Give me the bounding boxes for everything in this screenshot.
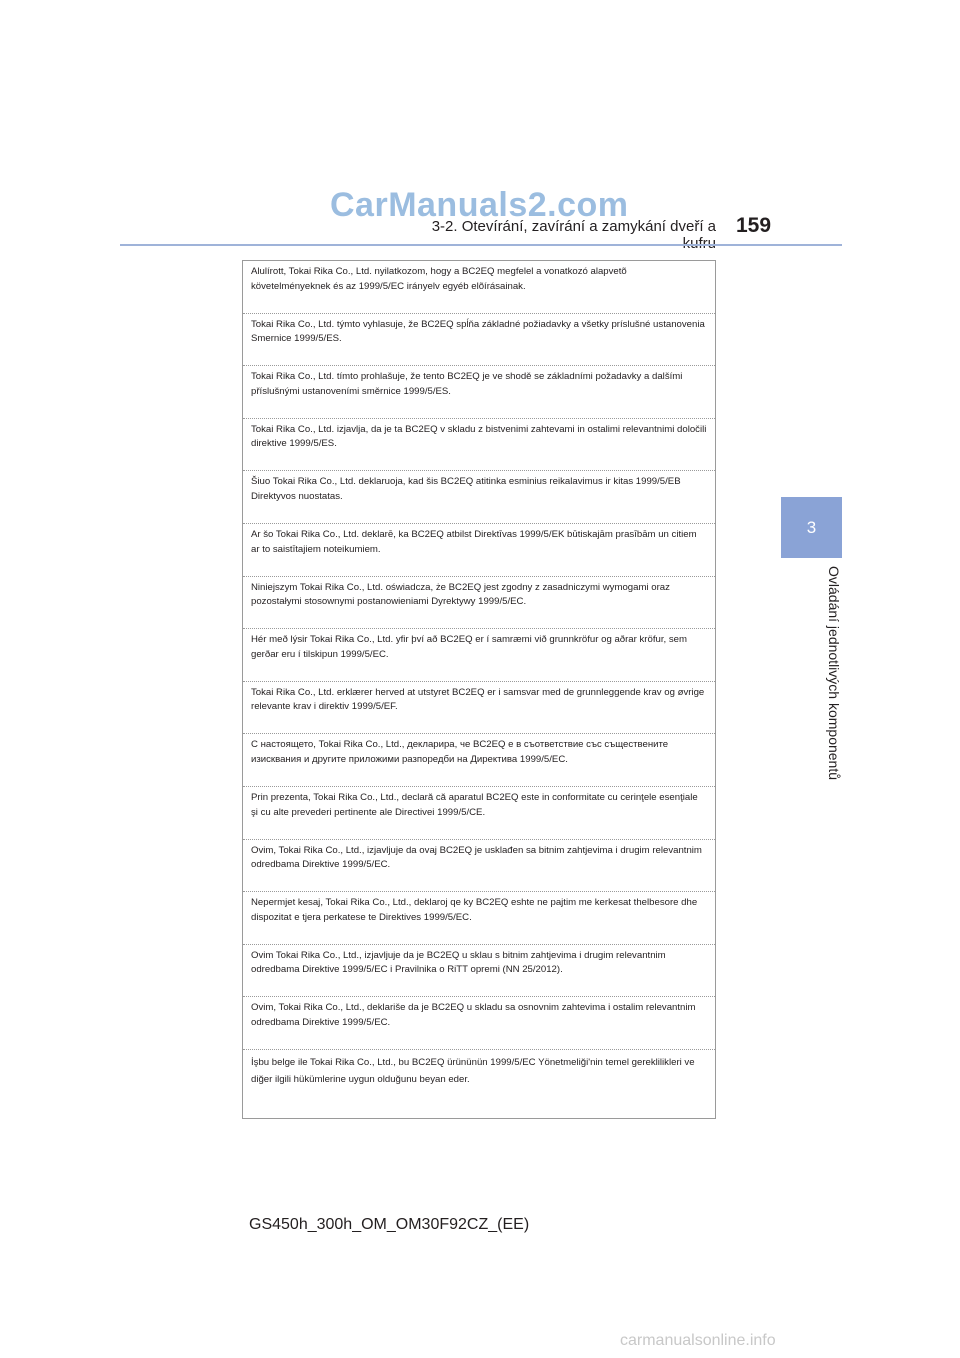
declarations-table [242, 260, 716, 1119]
chapter-title: Ovládání jednotlivých komponentů [826, 566, 842, 781]
declaration-row-serbian: Ovim, Tokai Rika Co., Ltd., deklariše da je BC2EQ u skladu sa osnovnim zahtevima i ostalim relevantnim odredbama Direktive 1999/5/EC. [243, 997, 715, 1050]
declaration-row-turkish: İşbu belge ile Tokai Rika Co., Ltd., bu BC2EQ ürününün 1999/5/EC Yönetmeliği'nin temel gereklilikleri ve diğer ilgili hükümlerine uygun olduğunu beyan eder. [251, 1056, 695, 1085]
declaration-row-czech: Tokai Rika Co., Ltd. tímto prohlašuje, že tento BC2EQ je ve shodě se základními požadavky a dalšími příslušnými ustanoveními směrnice 1999/5/ES. [243, 366, 715, 419]
declaration-row-polish: Niniejszym Tokai Rika Co., Ltd. oświadcza, że BC2EQ jest zgodny z zasadniczymi wymogami oraz pozostałymi stosownymi postanowieniami Dyrektywy 1999/5/EC. [243, 577, 715, 630]
watermark-logo: CarManuals2.com [330, 186, 629, 224]
declaration-row-slovak: Tokai Rika Co., Ltd. týmto vyhlasuje, že BC2EQ spĺňa základné požiadavky a všetky príslušné ustanovenia Smernice 1999/5/ES. [243, 314, 715, 367]
chapter-tab [781, 497, 842, 558]
declaration-row-croatian: Ovim Tokai Rika Co., Ltd., izjavljuje da je BC2EQ u sklau s bitnim zahtjevima i drugim relevantnim odredbama Direktive 1999/5/EC i Pravilnika o RiTT opremi (NN 25/2012). [243, 945, 715, 998]
declaration-row-icelandic: Hér með lýsir Tokai Rika Co., Ltd. yfir því að BC2EQ er í samræmi við grunnkröfur og aðrar kröfur, sem gerðar eru í tilskipun 1999/5/EC. [243, 629, 715, 682]
watermark-footer: carmanualsonline.info [620, 1332, 776, 1349]
declaration-row-latvian: Ar šo Tokai Rika Co., Ltd. deklarē, ka BC2EQ atbilst Direktīvas 1999/5/EK būtiskajām prasībām un citiem ar to saistītajiem noteikumiem. [243, 524, 715, 577]
declaration-row-romanian: Prin prezenta, Tokai Rika Co., Ltd., declară că aparatul BC2EQ este in conformitate cu cerinţele esenţiale şi cu alte prevederi pertinente ale Directivei 1999/5/CE. [243, 787, 715, 840]
chapter-number: 3 [806, 517, 817, 537]
declaration-row-lithuanian: Šiuo Tokai Rika Co., Ltd. deklaruoja, kad šis BC2EQ atitinka esminius reikalavimus ir kitas 1999/5/EB Direktyvos nuostatas. [243, 471, 715, 524]
declaration-row-slovenian: Tokai Rika Co., Ltd. izjavlja, da je ta BC2EQ v skladu z bistvenimi zahtevami in ostalimi relevantnimi določili direktive 1999/5/ES. [243, 419, 715, 472]
declaration-row-bosnian: Ovim, Tokai Rika Co., Ltd., izjavljuje da ovaj BC2EQ je usklađen sa bitnim zahtjevima i drugim relevantnim odredbama Direktive 1999/5/EC. [243, 840, 715, 893]
header-divider [120, 244, 842, 246]
manual-code: GS450h_300h_OM_OM30F92CZ_(EE) [249, 1216, 530, 1233]
section-title: 3-2. Otevírání, zavírání a zamykání dveří a [431, 218, 716, 235]
declaration-row-hungarian: Alulírott, Tokai Rika Co., Ltd. nyilatkozom, hogy a BC2EQ megfelel a vonatkozó alapvetõ követelményeknek és az 1999/5/EC irányelv egyéb elõírásainak. [243, 261, 715, 314]
page-number: 159 [736, 214, 772, 237]
declaration-row-bulgarian: С настоящето, Tokai Rika Co., Ltd., декларира, че BC2EQ е в съответствие със съществените изисквания и другите приложими разпоредби на Директива 1999/5/ЕС. [243, 734, 715, 787]
declaration-row-norwegian: Tokai Rika Co., Ltd. erklærer herved at utstyret BC2EQ er i samsvar med de grunnleggende krav og øvrige relevante krav i direktiv 1999/5/EF. [243, 682, 715, 735]
declaration-row-albanian: Nepermjet kesaj, Tokai Rika Co., Ltd., deklaroj qe ky BC2EQ eshte ne pajtim me kerkesat thelbesore dhe dispozitat e tjera perkatese te Direktives 1999/5/EC. [243, 892, 715, 945]
